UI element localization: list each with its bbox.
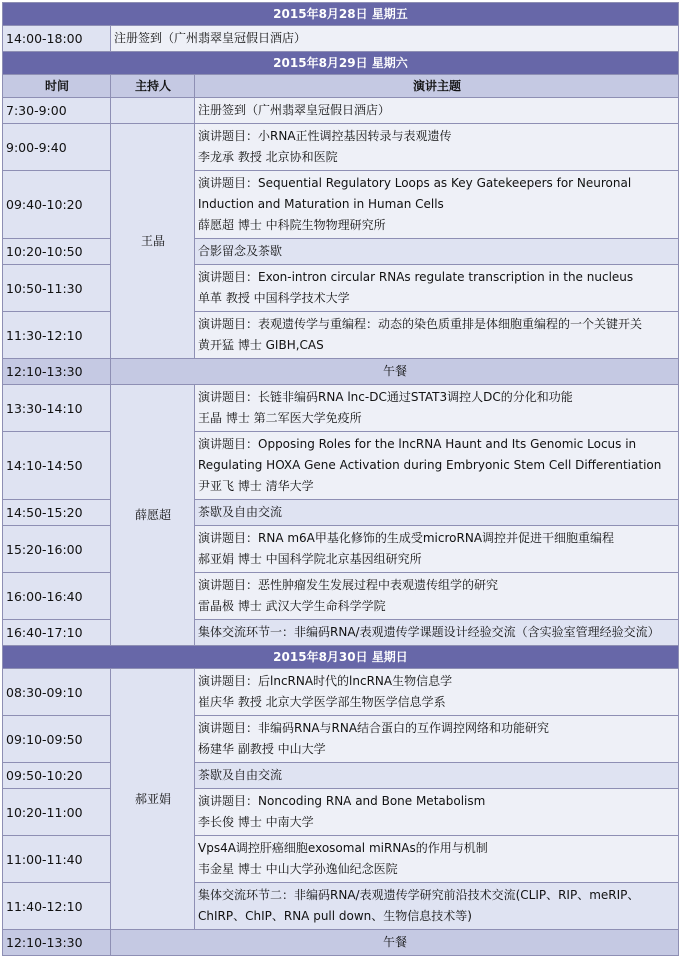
time-cell: 7:30-9:00 xyxy=(3,98,111,124)
time-cell: 12:10-13:30 xyxy=(3,359,111,385)
time-cell: 11:00-11:40 xyxy=(3,836,111,883)
day-header-row xyxy=(3,52,679,75)
time-cell: 10:50-11:30 xyxy=(3,265,111,312)
time-cell: 09:10-09:50 xyxy=(3,716,111,763)
day-header-row xyxy=(3,646,679,669)
speaker-line: 李长俊 博士 中南大学 xyxy=(198,815,314,829)
time-cell: 15:20-16:00 xyxy=(3,526,111,573)
time-cell: 12:10-13:30 xyxy=(3,930,111,956)
time-cell: 9:00-9:40 xyxy=(3,124,111,171)
time-cell: 14:50-15:20 xyxy=(3,500,111,526)
topic-title: Vps4A调控肝癌细胞exosomal miRNAs的作用与机制 xyxy=(198,841,488,855)
topic-title: 集体交流环节一：非编码RNA/表观遗传学课题设计经验交流（含实验室管理经验交流） xyxy=(198,625,660,639)
header-topic: 演讲主题 xyxy=(195,75,679,98)
topic-title: 演讲题目：Sequential Regulatory Loops as Key Gatekeepers for Neuronal Induction and Maturation in Human Cells xyxy=(198,176,632,211)
lunch-label: 午餐 xyxy=(111,930,679,956)
topic-title: 演讲题目：Noncoding RNA and Bone Metabolism xyxy=(198,794,486,808)
speaker-line: 雷晶极 博士 武汉大学生命科学学院 xyxy=(198,599,386,613)
topic-title: 集体交流环节二：非编码RNA/表观遗传学研究前沿技术交流(CLIP、RIP、meRIP、ChIRP、ChIP、RNA pull down、生物信息技术等) xyxy=(198,888,640,923)
topic-cell xyxy=(195,573,679,620)
topic-cell xyxy=(195,836,679,883)
speaker-line: 李龙承 教授 北京协和医院 xyxy=(198,150,338,164)
time-cell: 16:40-17:10 xyxy=(3,620,111,646)
topic-cell xyxy=(195,620,679,646)
topic-cell xyxy=(195,171,679,239)
topic-title: 演讲题目：Opposing Roles for the lncRNA Haunt and Its Genomic Locus in Regulating HOXA Gene Activation during Embryonic Stem Cell Differentiation xyxy=(198,437,662,472)
topic-title: 茶歇及自由交流 xyxy=(198,768,283,782)
topic-cell xyxy=(195,432,679,500)
topic-cell xyxy=(195,669,679,716)
speaker-line: 王晶 博士 第二军医大学免疫所 xyxy=(198,411,362,425)
table-row xyxy=(3,789,679,836)
topic-title: 演讲题目：长链非编码RNA lnc-DC通过STAT3调控人DC的分化和功能 xyxy=(198,390,573,404)
time-cell: 11:30-12:10 xyxy=(3,312,111,359)
header-chair: 主持人 xyxy=(111,75,195,98)
table-row xyxy=(3,883,679,930)
chair-cell: 薛愿超 xyxy=(111,385,195,646)
time-cell: 09:50-10:20 xyxy=(3,763,111,789)
table-row xyxy=(3,385,679,432)
speaker-line: 尹亚飞 博士 清华大学 xyxy=(198,479,314,493)
topic-cell xyxy=(195,716,679,763)
chair-cell: 郝亚娟 xyxy=(111,669,195,930)
speaker-line: 崔庆华 教授 北京大学医学部生物医学信息学系 xyxy=(198,695,446,709)
column-header-row xyxy=(3,75,679,98)
table-row xyxy=(3,312,679,359)
chair-cell: 王晶 xyxy=(111,124,195,359)
topic-line: 注册签到（广州翡翠皇冠假日酒店） xyxy=(114,31,307,45)
table-row xyxy=(3,526,679,573)
speaker-line: 杨建华 副教授 中山大学 xyxy=(198,742,326,756)
header-time: 时间 xyxy=(3,75,111,98)
table-row xyxy=(3,265,679,312)
table-row xyxy=(3,500,679,526)
table-row xyxy=(3,432,679,500)
time-cell: 10:20-11:00 xyxy=(3,789,111,836)
time-cell: 16:00-16:40 xyxy=(3,573,111,620)
topic-title: 演讲题目：后lncRNA时代的lncRNA生物信息学 xyxy=(198,674,453,688)
chair-cell xyxy=(111,98,195,124)
topic-title: 演讲题目：Exon-intron circular RNAs regulate transcription in the nucleus xyxy=(198,270,634,284)
time-cell: 10:20-10:50 xyxy=(3,239,111,265)
schedule-table xyxy=(2,2,679,956)
time-cell: 09:40-10:20 xyxy=(3,171,111,239)
table-row xyxy=(3,124,679,171)
speaker-line: 韦金星 博士 中山大学孙逸仙纪念医院 xyxy=(198,862,398,876)
day-title: 2015年8月30日 星期日 xyxy=(3,646,679,669)
topic-cell xyxy=(195,789,679,836)
speaker-line: 薛愿超 博士 中科院生物物理研究所 xyxy=(198,218,386,232)
day-header-row xyxy=(3,3,679,26)
table-row xyxy=(3,620,679,646)
table-row xyxy=(3,98,679,124)
topic-cell: 注册签到（广州翡翠皇冠假日酒店） xyxy=(195,98,679,124)
time-cell: 14:00-18:00 xyxy=(3,26,111,52)
topic-cell xyxy=(111,26,679,52)
day-title: 2015年8月29日 星期六 xyxy=(3,52,679,75)
lunch-row xyxy=(3,930,679,956)
topic-title: 演讲题目：RNA m6A甲基化修饰的生成受microRNA调控并促进干细胞重编程 xyxy=(198,531,615,545)
time-cell: 14:10-14:50 xyxy=(3,432,111,500)
table-row xyxy=(3,171,679,239)
lunch-row xyxy=(3,359,679,385)
lunch-label: 午餐 xyxy=(111,359,679,385)
topic-title: 演讲题目：表观遗传学与重编程：动态的染色质重排是体细胞重编程的一个关键开关 xyxy=(198,317,643,331)
day-title: 2015年8月28日 星期五 xyxy=(3,3,679,26)
topic-cell xyxy=(195,385,679,432)
topic-cell xyxy=(195,124,679,171)
topic-cell xyxy=(195,312,679,359)
table-row xyxy=(3,239,679,265)
topic-cell xyxy=(195,883,679,930)
topic-cell xyxy=(195,265,679,312)
topic-cell xyxy=(195,526,679,573)
table-row xyxy=(3,573,679,620)
topic-cell xyxy=(195,239,679,265)
topic-title: 合影留念及茶歇 xyxy=(198,244,283,258)
topic-title: 演讲题目：恶性肿瘤发生发展过程中表观遗传组学的研究 xyxy=(198,578,499,592)
table-row xyxy=(3,716,679,763)
table-row xyxy=(3,669,679,716)
time-cell: 11:40-12:10 xyxy=(3,883,111,930)
topic-cell xyxy=(195,763,679,789)
speaker-line: 郝亚娟 博士 中国科学院北京基因组研究所 xyxy=(198,552,422,566)
table-row xyxy=(3,836,679,883)
topic-cell xyxy=(195,500,679,526)
topic-title: 演讲题目：小RNA正性调控基因转录与表观遗传 xyxy=(198,129,452,143)
time-cell: 08:30-09:10 xyxy=(3,669,111,716)
topic-title: 演讲题目：非编码RNA与RNA结合蛋白的互作调控网络和功能研究 xyxy=(198,721,550,735)
table-row xyxy=(3,26,679,52)
time-cell: 13:30-14:10 xyxy=(3,385,111,432)
table-row xyxy=(3,763,679,789)
speaker-line: 黄开猛 博士 GIBH,CAS xyxy=(198,338,324,352)
topic-title: 茶歇及自由交流 xyxy=(198,505,283,519)
speaker-line: 单革 教授 中国科学技术大学 xyxy=(198,291,350,305)
